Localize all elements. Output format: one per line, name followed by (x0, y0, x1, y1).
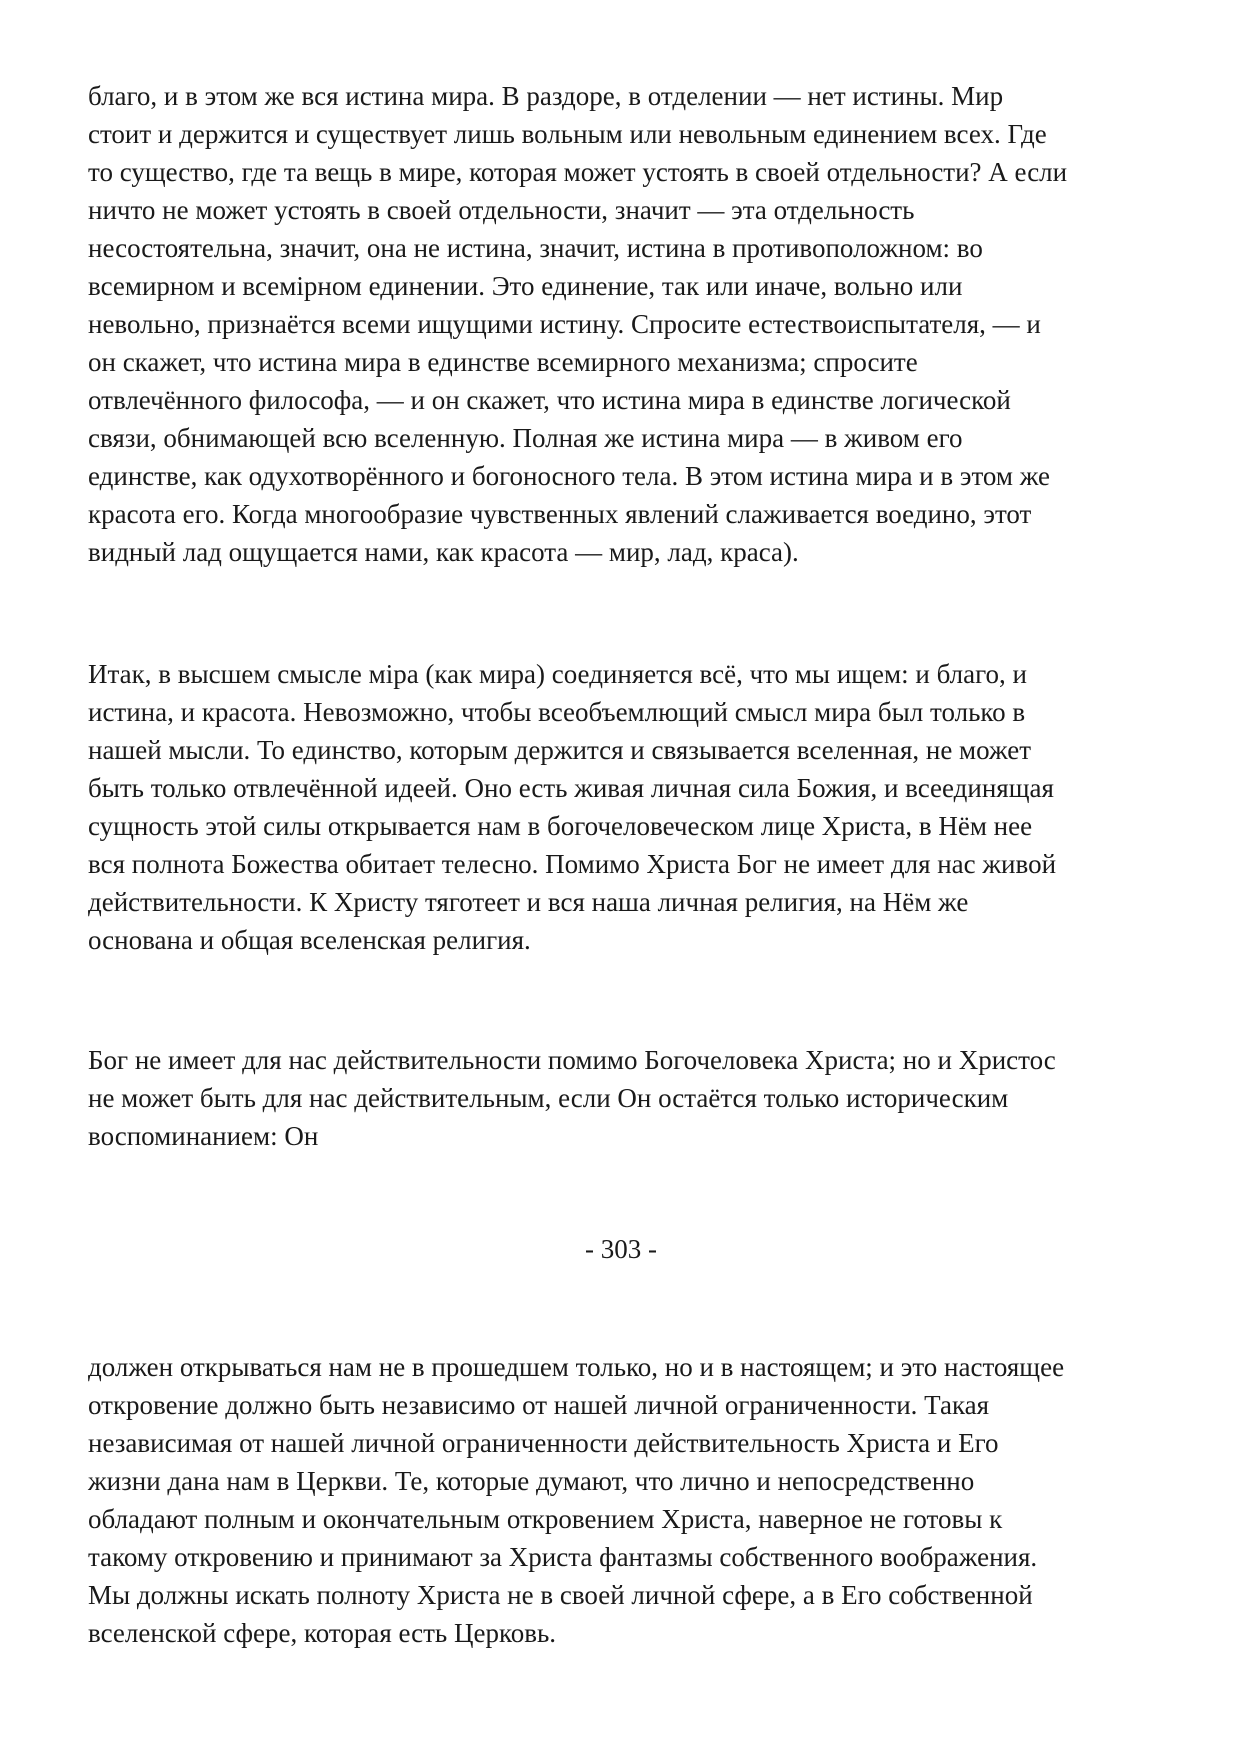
text-line: отвлечённого философа, — и он скажет, что истина мира в единстве логической (88, 385, 1011, 415)
text-line: должен открываться нам не в прошедшем только, но и в настоящем; и это настоящее (88, 1352, 1065, 1382)
text-line: стоит и держится и существует лишь вольным или невольным единением всех. Где (88, 119, 1047, 149)
text-line: Итак, в высшем смысле мiра (как мира) соединяется всё, что мы ищем: и благо, и (88, 659, 1027, 689)
text-line: видный лад ощущается нами, как красота — мир, лад, краса). (88, 537, 799, 567)
text-line: не может быть для нас действительным, если Он остаётся только историческим (88, 1083, 1009, 1113)
text-line: независимая от нашей личной ограниченности действительность Христа и Его (88, 1428, 999, 1458)
text-line: благо, и в этом же вся истина мира. В раздоре, в отделении — нет истины. Мир (88, 81, 1004, 111)
text-line: всемирном и всемiрном единении. Это единение, так или иначе, вольно или (88, 271, 963, 301)
text-line: Мы должны искать полноту Христа не в своей личной сфере, а в Его собственной (88, 1580, 1033, 1610)
text-line: вся полнота Божества обитает телесно. Помимо Христа Бог не имеет для нас живой (88, 849, 1057, 879)
text-line: такому откровению и принимают за Христа фантазмы собственного воображения. (88, 1542, 1038, 1572)
text-line: воспоминанием: Он (88, 1121, 319, 1151)
text-line: жизни дана нам в Церкви. Те, которые думают, что лично и непосредственно (88, 1466, 975, 1496)
text-line: нашей мысли. То единство, которым держится и связывается вселенная, не может (88, 735, 1032, 765)
text-line: действительности. К Христу тяготеет и вся наша личная религия, на Нём же (88, 887, 969, 917)
text-line: быть только отвлечённой идеей. Оно есть живая личная сила Божия, и всеединящая (88, 773, 1054, 803)
text-line: ничто не может устоять в своей отдельности, значит — эта отдельность (88, 195, 915, 225)
text-line: несостоятельна, значит, она не истина, значит, истина в противоположном: во (88, 233, 983, 263)
text-line: истина, и красота. Невозможно, чтобы всеобъемлющий смысл мира был только в (88, 697, 1026, 727)
text-line: он скажет, что истина мира в единстве всемирного механизма; спросите (88, 347, 918, 377)
text-line: обладают полным и окончательным откровением Христа, наверное не готовы к (88, 1504, 1003, 1534)
text-line: вселенской сфере, которая есть Церковь. (88, 1618, 557, 1648)
page-number: - 303 - (585, 1234, 657, 1264)
text-line: то существо, где та вещь в мире, которая может устоять в своей отдельности? А если (88, 157, 1068, 187)
text-line: единстве, как одухотворённого и богоносного тела. В этом истина мира и в этом же (88, 461, 1051, 491)
text-line: невольно, признаётся всеми ищущими истину. Спросите естествоиспытателя, — и (88, 309, 1041, 339)
text-line: красота его. Когда многообразие чувственных явлений слаживается воедино, этот (88, 499, 1032, 529)
text-line: связи, обнимающей всю вселенную. Полная же истина мира — в живом его (88, 423, 963, 453)
text-line: откровение должно быть независимо от нашей личной ограниченности. Такая (88, 1390, 990, 1420)
text-line: основана и общая вселенская религия. (88, 925, 531, 955)
text-line: сущность этой силы открывается нам в богочеловеческом лице Христа, в Нём нее (88, 811, 1033, 841)
text-line: Бог не имеет для нас действительности помимо Богочеловека Христа; но и Христос (88, 1045, 1056, 1075)
